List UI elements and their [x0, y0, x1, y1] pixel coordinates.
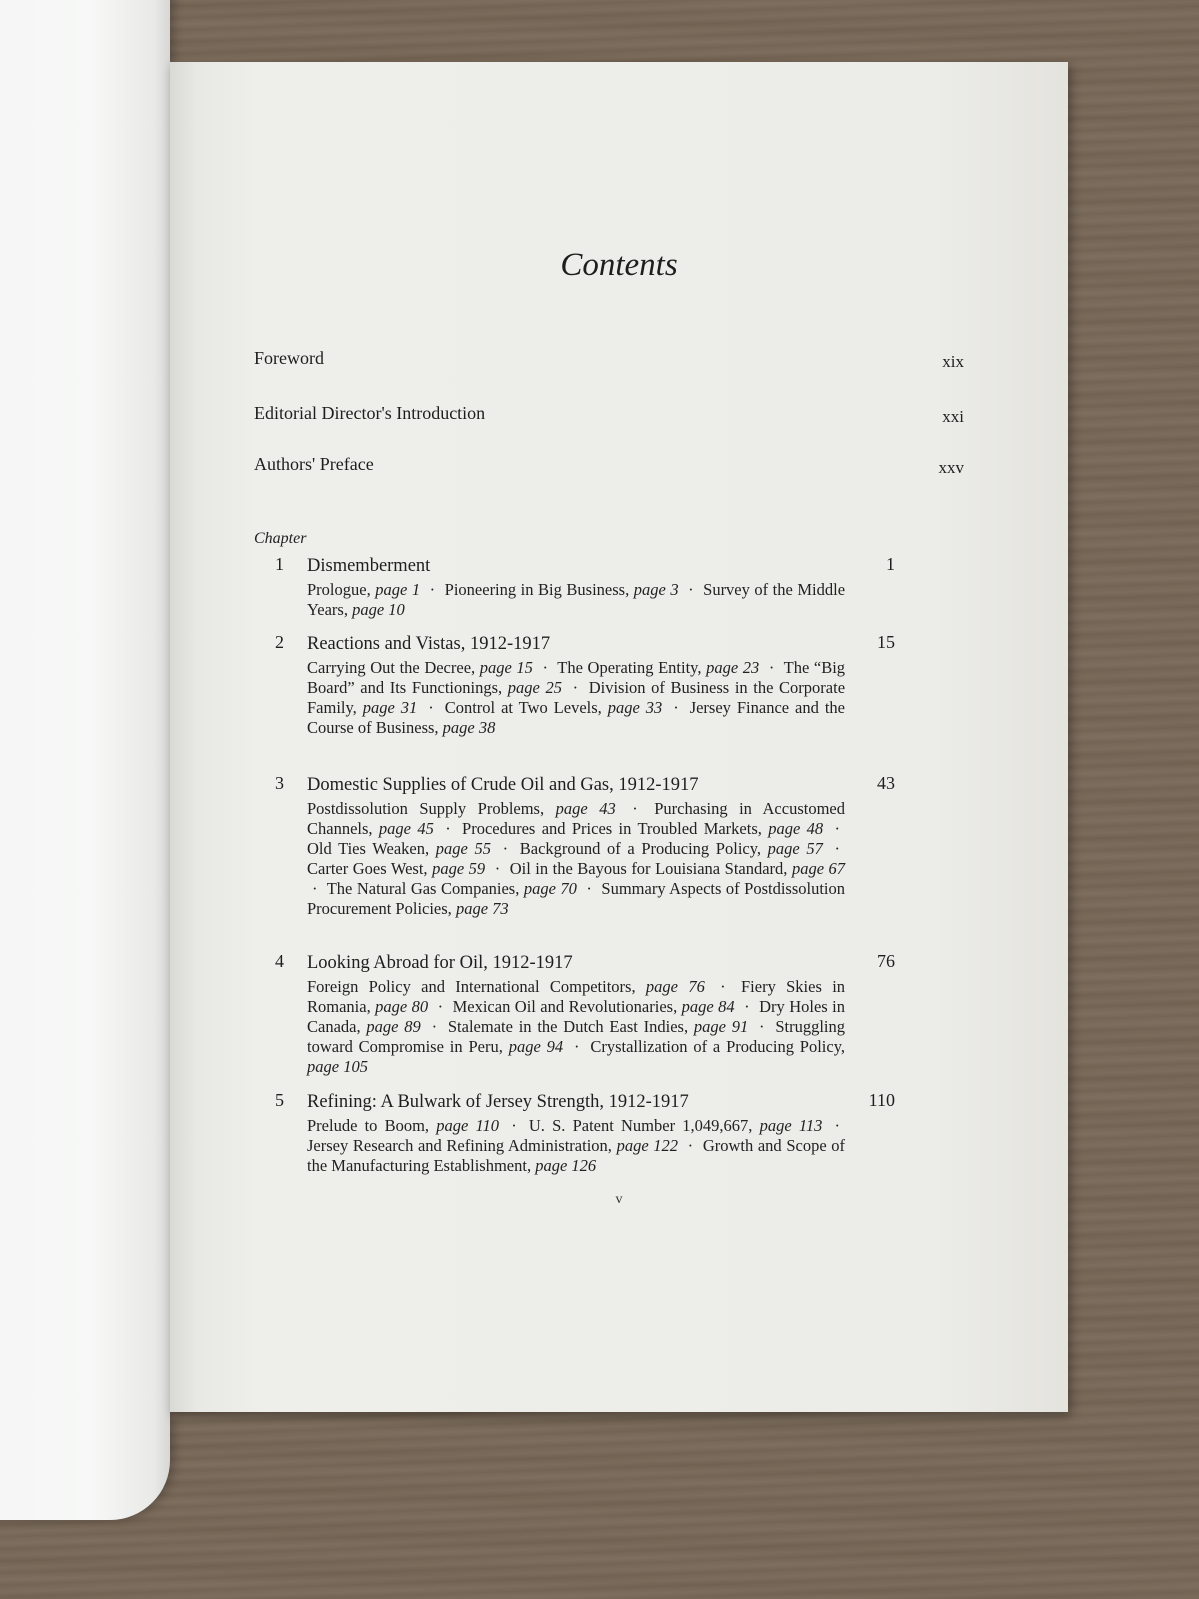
section-title: Dry Holes in Canada,: [307, 997, 845, 1036]
chapter-number: 4: [275, 951, 284, 971]
section-title: Growth and Scope of the Manufacturing Establishment,: [307, 1136, 846, 1175]
section-entry: [520, 839, 823, 858]
section-title: Prologue,: [307, 580, 376, 599]
section-page: page 3: [633, 580, 679, 599]
chapter-number: 1: [275, 554, 284, 574]
section-entry: [445, 580, 679, 599]
section-separator: ·: [572, 678, 579, 697]
section-title: Carrying Out the Decree,: [307, 658, 480, 677]
section-separator: ·: [445, 819, 451, 838]
front-matter-foreword: [254, 348, 964, 371]
section-separator: ·: [834, 839, 841, 858]
chapter-title: Domestic Supplies of Crude Oil and Gas, 1912-1917: [307, 775, 699, 795]
chapter-number: 3: [275, 773, 284, 793]
chapter-page: 15: [877, 632, 895, 652]
section-separator: ·: [768, 658, 775, 677]
section-title: The Operating Entity,: [557, 658, 707, 677]
section-title: Oil in the Bayous for Louisiana Standard,: [509, 859, 792, 878]
section-entry: [307, 799, 616, 818]
section-page: page 10: [352, 600, 405, 619]
section-title: Foreign Policy and International Competitors,: [307, 977, 646, 996]
left-page: [0, 0, 170, 1520]
section-page: page 1: [375, 580, 421, 599]
section-separator: ·: [431, 1017, 438, 1036]
front-matter-page: xix: [942, 352, 964, 371]
section-title: Mexican Oil and Revolutionaries,: [452, 997, 682, 1016]
section-page: page 94: [508, 1037, 564, 1056]
section-title: Pioneering in Big Business,: [444, 580, 634, 599]
chapter-number: 2: [275, 632, 284, 652]
section-separator: ·: [834, 1116, 841, 1135]
chapter-summary: [307, 580, 845, 620]
section-page: page 31: [362, 698, 418, 717]
chapter-summary: [307, 658, 845, 738]
section-title: Jersey Research and Refining Administration,: [307, 1136, 617, 1155]
section-separator: ·: [428, 698, 434, 717]
chapter-entry: [275, 554, 895, 620]
chapter-entry: [275, 1090, 895, 1176]
chapter-page: 110: [868, 1090, 895, 1110]
section-separator: ·: [673, 698, 679, 717]
section-page: page 55: [435, 839, 491, 858]
section-title: Crystallization of a Producing Policy,: [590, 1037, 846, 1056]
section-entry: [307, 658, 533, 677]
section-page: page 33: [607, 698, 663, 717]
section-page: page 80: [375, 997, 429, 1016]
page-folio: v: [615, 1192, 623, 1207]
section-page: page 76: [645, 977, 705, 996]
section-page: page 45: [378, 819, 434, 838]
section-separator: ·: [688, 580, 694, 599]
section-separator: ·: [744, 997, 750, 1016]
front-matter-preface: [254, 454, 964, 477]
chapter-page: 1: [886, 554, 895, 574]
section-title: Postdissolution Supply Problems,: [307, 799, 556, 818]
chapter-title: Reactions and Vistas, 1912-1917: [307, 634, 551, 654]
section-page: page 43: [555, 799, 616, 818]
section-title: Background of a Producing Policy,: [519, 839, 768, 858]
chapter-summary: [307, 1116, 845, 1176]
section-page: page 122: [616, 1136, 679, 1155]
section-separator: ·: [511, 1116, 517, 1135]
contents-page: [170, 62, 1068, 1412]
front-matter-page: xxv: [938, 458, 964, 477]
front-matter-label: Authors' Preface: [254, 454, 374, 474]
chapter-title: Refining: A Bulwark of Jersey Strength, 1912-1917: [307, 1092, 689, 1112]
section-page: page 15: [479, 658, 533, 677]
front-matter-introduction: [254, 403, 964, 426]
section-entry: [327, 879, 577, 898]
section-title: Stalemate in the Dutch East Indies,: [447, 1017, 694, 1036]
section-title: Old Ties Weaken,: [307, 839, 436, 858]
section-entry: [307, 859, 485, 878]
section-separator: ·: [502, 839, 509, 858]
section-page: page 59: [432, 859, 486, 878]
section-entry: [307, 977, 705, 996]
chapter-summary: [307, 977, 845, 1077]
section-title: Jersey Finance and the Course of Business,: [307, 698, 845, 737]
section-page: page 48: [768, 819, 824, 838]
section-title: Control at Two Levels,: [444, 698, 608, 717]
section-separator: ·: [687, 1136, 694, 1155]
page-title: Contents: [560, 247, 678, 283]
section-title: U. S. Patent Number 1,049,667,: [528, 1116, 760, 1135]
chapter-entry: [275, 632, 895, 738]
section-page: page 91: [693, 1017, 749, 1036]
front-matter-label: Editorial Director's Introduction: [254, 403, 486, 423]
section-title: Fiery Skies in Romania,: [307, 977, 846, 1016]
section-separator: ·: [573, 1037, 580, 1056]
section-title: The “Big Board” and Its Functionings,: [307, 658, 846, 697]
section-page: page 84: [681, 997, 735, 1016]
section-page: page 113: [759, 1116, 823, 1135]
section-entry: [307, 839, 491, 858]
section-title: Division of Business in the Corporate Family,: [307, 678, 846, 717]
section-entry: [529, 1116, 822, 1135]
front-matter-label: Foreword: [254, 348, 324, 368]
section-separator: ·: [429, 580, 436, 599]
chapter-summary: [307, 799, 845, 919]
section-title: Summary Aspects of Postdissolution Procurement Policies,: [307, 879, 846, 918]
section-separator: ·: [542, 658, 548, 677]
section-title: Carter Goes West,: [307, 859, 433, 878]
section-title: The Natural Gas Companies,: [326, 879, 524, 898]
chapter-page: 76: [877, 951, 895, 971]
section-title: Procedures and Prices in Troubled Markets,: [462, 819, 769, 838]
section-page: page 25: [507, 678, 562, 697]
section-page: page 126: [535, 1156, 597, 1175]
chapter-number: 5: [275, 1090, 284, 1110]
section-separator: ·: [834, 819, 841, 838]
chapter-heading: Chapter: [254, 530, 307, 547]
section-entry: [510, 859, 845, 878]
section-separator: ·: [720, 977, 726, 996]
section-separator: ·: [437, 997, 444, 1016]
section-separator: ·: [759, 1017, 765, 1036]
front-matter-page: xxi: [942, 407, 964, 426]
section-separator: ·: [586, 879, 592, 898]
section-page: page 67: [791, 859, 846, 878]
section-title: Purchasing in Accustomed Channels,: [307, 799, 845, 838]
section-page: page 70: [523, 879, 577, 898]
section-title: Survey of the Middle Years,: [307, 580, 846, 619]
section-title: Struggling toward Compromise in Peru,: [307, 1017, 846, 1056]
section-page: page 89: [366, 1017, 421, 1036]
section-entry: [557, 658, 759, 677]
section-page: page 105: [307, 1057, 368, 1076]
section-page: page 110: [436, 1116, 500, 1135]
section-page: page 38: [442, 718, 496, 737]
section-page: page 57: [767, 839, 823, 858]
section-entry: [307, 1116, 499, 1135]
section-separator: ·: [632, 799, 638, 818]
chapter-page: 43: [877, 773, 895, 793]
section-entry: [462, 819, 823, 838]
chapter-entry: [275, 951, 895, 1077]
section-title: Prelude to Boom,: [307, 1116, 437, 1135]
section-separator: ·: [494, 859, 501, 878]
section-page: page 23: [706, 658, 760, 677]
section-entry: [453, 997, 735, 1016]
section-entry: [445, 698, 663, 717]
section-separator: ·: [312, 879, 318, 898]
section-entry: [448, 1017, 748, 1036]
section-page: page 73: [455, 899, 509, 918]
chapter-title: Looking Abroad for Oil, 1912-1917: [307, 953, 573, 973]
section-entry: [307, 1136, 678, 1155]
chapter-title: Dismemberment: [307, 556, 431, 576]
chapter-entry: [275, 773, 895, 919]
section-entry: [307, 580, 420, 599]
